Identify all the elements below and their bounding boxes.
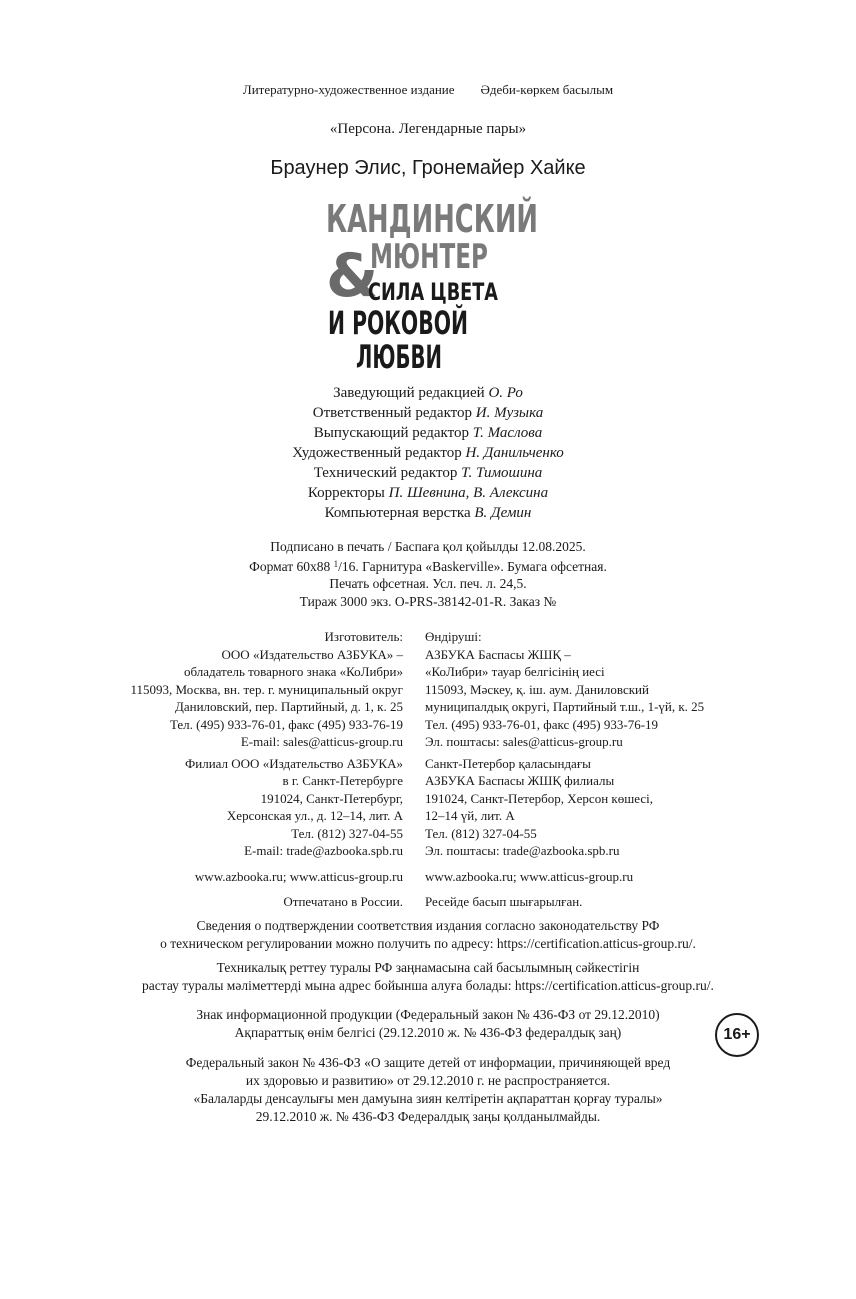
staff-row: Художественный редактор Н. Данильченко	[292, 445, 564, 461]
edition-type-ru: Литературно-художественное издание	[242, 82, 455, 97]
print-run: Тираж 3000 экз. O-PRS-38142-01-R. Заказ №	[299, 593, 557, 609]
imprint-kz: Өндіруші: АЗБУКА Баспасы ЖШҚ – «КоЛибри» тауар белгісінің иесі 115093, Мәскеу, қ. іш. аум. Даниловский муниципалдық округі, Партийный т.ш., 1-үй, к. 25 Тел. (495) 933-76-01, факс (495) 933-76-19 Эл. поштасы: sales@atticus-group.ru Санкт-Петербор қаласындағы АЗБУКА Баспасы ЖШҚ филиалы 191024, Санкт-Петербор, Херсон көшесі, 12–14 үй, лит. А Тел. (812) 327-04-55 Эл. поштасы: trade@azbooka.spb.ru www.azbooka.ru; www.atticus-group.ru Ресейде басып шығарылған.	[425, 629, 705, 909]
websites-kz[interactable]: www.azbooka.ru; www.atticus-group.ru	[425, 868, 634, 884]
law-notice: Федеральный закон № 436-ФЗ «О защите детей от информации, причиняющей вред их здоровью и развитию» от 29.12.2010 г. не распространяется. «Балаларды денсаулығы мен дамуына зиян келтіретін ақпараттан қорғау туралы» 29.12.2010 ж. № 436-ФЗ Федералдық заңы қолданылмайды.	[185, 1055, 671, 1124]
staff-row: Корректоры П. Шевнина, В. Алексина	[307, 485, 549, 501]
signed-date: Подписано в печать / Баспаға қол қойылды 12.08.2025.	[270, 539, 586, 554]
staff-row: Заведующий редакцией О. Ро	[333, 385, 523, 401]
printed-in-ru: Отпечатано в России.	[283, 894, 403, 909]
edition-type	[0, 82, 856, 98]
title-line-1: КАНДИНСКИЙ	[326, 197, 538, 241]
title-line-4: И РОКОВОЙ	[328, 304, 468, 342]
staff-row: Компьютерная верстка В. Демин	[324, 505, 532, 521]
info-product-sign: Знак информационной продукции (Федеральный закон № 436-ФЗ от 29.12.2010) Ақпараттық өнім белгісі (29.12.2010 ж. № 436-ФЗ федералдық заң)	[196, 1007, 660, 1040]
edition-type-kz: Әдеби-көркем басылым	[480, 82, 614, 97]
certification-kz: Техникалық реттеу туралы РФ заңнамасына сай басылымның сәйкестігін растау туралы мәліметтерді мына адрес бойынша алуға болады: https://certification.atticus-group.ru/.	[142, 960, 714, 993]
websites-ru[interactable]: www.azbooka.ru; www.atticus-group.ru	[194, 868, 403, 884]
printed-in-kz: Ресейде басып шығарылған.	[425, 894, 583, 909]
certification-ru: Сведения о подтверждении соответствия издания согласно законодательству РФ о техническом регулировании можно получить по адресу: https://certification.atticus-group.ru/.	[160, 918, 696, 951]
format-line: Формат 60x88 $^1$/16. Гарнитура «Baskerville». Бумага офсетная.	[249, 558, 607, 574]
print-details	[0, 538, 856, 610]
email-ru[interactable]: E-mail: sales@atticus-group.ru	[240, 734, 403, 749]
title-logo	[300, 188, 560, 378]
imprint-ru: Изготовитель: ООО «Издательство АЗБУКА» – обладатель товарного знака «КоЛибри» 115093, Москва, вн. тер. г. муниципальный округ Даниловский, пер. Партийный, д. 1, к. 25 Тел. (495) 933-76-01, факс (495) 933-76-19 E-mail: sales@atticus-group.ru Филиал ООО «Издательство АЗБУКА» в г. Санкт-Петербурге 191024, Санкт-Петербург, Херсонская ул., д. 12–14, лит. А Тел. (812) 327-04-55 E-mail: trade@azbooka.spb.ru www.azbooka.ru; www.atticus-group.ru Отпечатано в России.	[130, 629, 403, 909]
editorial-staff	[0, 383, 856, 523]
title-line-3: СИЛА ЦВЕТА	[368, 278, 499, 306]
printing-line: Печать офсетная. Усл. печ. л. 24,5.	[329, 576, 527, 591]
title-line-2: МЮНТЕР	[370, 237, 488, 277]
branch-email-kz[interactable]: Эл. поштасы: trade@azbooka.spb.ru	[425, 843, 620, 858]
email-kz[interactable]: Эл. поштасы: sales@atticus-group.ru	[425, 734, 623, 749]
staff-row: Технический редактор Т. Тимошина	[313, 465, 543, 481]
staff-row: Ответственный редактор И. Музыка	[312, 405, 544, 421]
series-name: «Персона. Легендарные пары»	[329, 121, 527, 137]
branch-email-ru[interactable]: E-mail: trade@azbooka.spb.ru	[244, 843, 403, 858]
staff-row: Выпускающий редактор Т. Маслова	[313, 425, 543, 441]
age-rating-badge: 16+	[715, 1013, 759, 1057]
authors: Браунер Элис, Гронемайер Хайке	[270, 157, 586, 179]
title-ampersand: &	[326, 241, 379, 311]
title-line-5: ЛЮБВИ	[356, 338, 442, 376]
